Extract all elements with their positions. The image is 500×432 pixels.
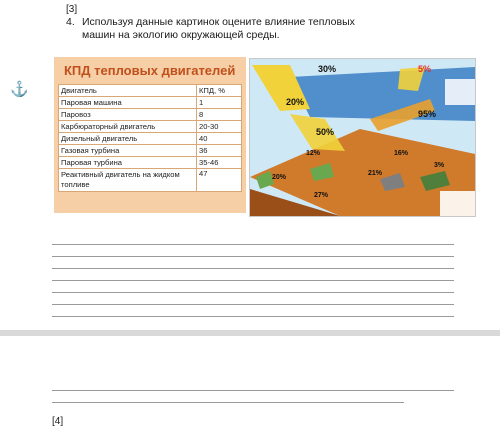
header-cell: КПД, %	[197, 85, 242, 97]
efficiency-cell: 40	[197, 133, 242, 145]
engine-cell: Паровая турбина	[59, 157, 197, 169]
percent-label: 20%	[286, 97, 305, 107]
efficiency-cell: 36	[197, 145, 242, 157]
legend-box	[440, 191, 475, 216]
energy-flow-diagram	[250, 59, 475, 216]
engine-cell: Дизельный двигатель	[59, 133, 197, 145]
percent-label: 16%	[394, 150, 409, 157]
question-text: Используя данные картинок оцените влияние тепловых машин на экологию окружающей среды.	[82, 16, 355, 41]
efficiency-table	[58, 84, 242, 192]
table-title: КПД тепловых двигателей	[64, 63, 236, 78]
answer-line[interactable]	[52, 280, 454, 281]
worksheet-page	[0, 336, 500, 432]
percent-label: 27%	[314, 192, 329, 199]
answer-line[interactable]	[52, 244, 454, 245]
answer-line[interactable]	[52, 402, 404, 403]
answer-line[interactable]	[52, 268, 454, 269]
engine-cell: Паровоз	[59, 109, 197, 121]
percent-label: 50%	[316, 127, 335, 137]
table-row	[59, 121, 242, 133]
percent-label: 21%	[368, 170, 383, 177]
points-mark: [3]	[66, 4, 78, 15]
percent-label: 5%	[418, 64, 432, 74]
engine-cell: Газовая турбина	[59, 145, 197, 157]
question-number: 4.	[66, 16, 75, 28]
answer-line[interactable]	[52, 304, 454, 305]
percent-label: 20%	[272, 174, 287, 181]
percent-label: 30%	[318, 64, 337, 74]
answer-line[interactable]	[52, 316, 454, 317]
table-row	[59, 169, 242, 192]
efficiency-cell: 1	[197, 97, 242, 109]
anchor-icon[interactable]: ⚓	[10, 81, 29, 98]
percent-label: 95%	[418, 109, 437, 119]
percent-label: 3%	[434, 162, 445, 169]
table-row	[59, 145, 242, 157]
points-mark: [4]	[52, 416, 64, 427]
efficiency-table-card	[54, 57, 246, 213]
efficiency-cell: 35-46	[197, 157, 242, 169]
answer-line[interactable]	[52, 390, 454, 391]
engine-cell: Паровая машина	[59, 97, 197, 109]
efficiency-cell: 20-30	[197, 121, 242, 133]
table-row	[59, 157, 242, 169]
table-row	[59, 97, 242, 109]
header-cell: Двигатель	[59, 85, 197, 97]
energy-flow-illustration	[249, 58, 476, 217]
note-box	[445, 79, 475, 105]
efficiency-cell: 8	[197, 109, 242, 121]
table-row	[59, 109, 242, 121]
engine-cell: Карбюраторный двигатель	[59, 121, 197, 133]
engine-cell: Реактивный двигатель на жидком топливе	[59, 169, 197, 192]
answer-line[interactable]	[52, 292, 454, 293]
answer-line[interactable]	[52, 256, 454, 257]
table-header-row	[59, 85, 242, 97]
table-row	[59, 133, 242, 145]
efficiency-cell: 47	[197, 169, 242, 192]
percent-label: 12%	[306, 150, 321, 157]
